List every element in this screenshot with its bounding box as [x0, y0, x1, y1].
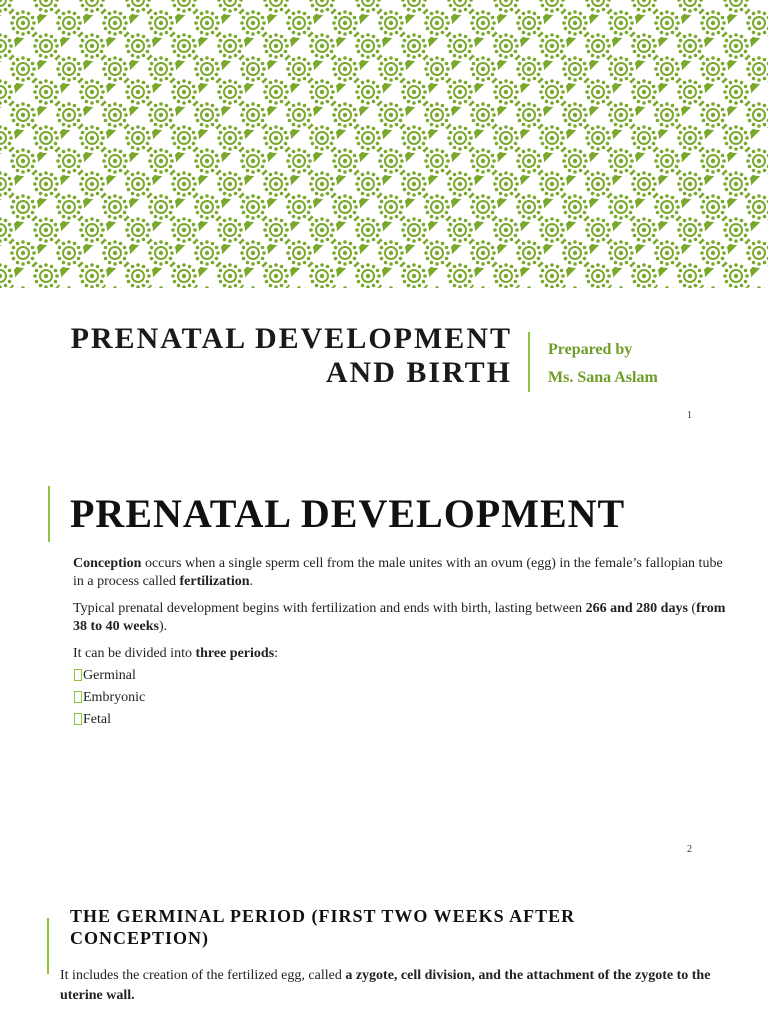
slide1-title	[40, 322, 512, 390]
prepared-by-label: Prepared by	[548, 341, 633, 358]
list-item-label: Fetal	[83, 712, 111, 727]
slide2-accent-bar	[48, 486, 50, 542]
germinal-text: It includes the creation of the fertilized egg, called	[60, 968, 346, 983]
conception-text-end: .	[249, 574, 253, 589]
page-number-1: 1	[687, 410, 692, 421]
periods-paragraph	[73, 645, 733, 663]
slide1-title-line2: AND BIRTH	[325, 356, 512, 389]
three-periods-term: three periods	[195, 646, 275, 661]
germinal-bold-text: a zygote, cell division, and the attachment of the zygote to the uterine wall.	[60, 968, 711, 1003]
duration-weeks: from 38 to 40 weeks	[73, 601, 726, 634]
page-number-2: 2	[687, 844, 692, 855]
germinal-paragraph	[60, 966, 740, 1006]
prepared-by-block	[548, 336, 658, 392]
green-circle-pattern-icon	[0, 0, 768, 288]
duration-text-end: ).	[158, 619, 168, 634]
conception-term: Conception	[73, 556, 142, 571]
slide1-divider	[528, 332, 530, 392]
list-item-germinal	[73, 667, 136, 684]
slide1-title-line1: PRENATAL DEVELOPMENT	[70, 322, 512, 355]
list-item-label: Embryonic	[83, 690, 146, 705]
duration-text: Typical prenatal development begins with fertilization and ends with birth, lasting between	[73, 601, 586, 616]
banner-pattern	[0, 0, 768, 288]
list-item-label: Germinal	[83, 668, 136, 683]
bullet-box-icon	[73, 689, 83, 703]
duration-text-mid: (	[687, 601, 697, 616]
slide3-accent-bar	[47, 918, 49, 974]
list-item-embryonic	[73, 689, 145, 706]
periods-text: It can be divided into	[73, 646, 196, 661]
fertilization-term: fertilization	[179, 574, 250, 589]
duration-days: 266 and 280 days	[585, 601, 688, 616]
bullet-box-icon	[73, 711, 83, 725]
conception-paragraph	[73, 555, 733, 591]
bullet-box-icon	[73, 667, 83, 681]
periods-text-end: :	[274, 646, 279, 661]
list-item-fetal	[73, 711, 111, 728]
duration-paragraph	[73, 600, 733, 636]
slide3-title: THE GERMINAL PERIOD (FIRST TWO WEEKS AFTER CONCEPTION)	[70, 906, 576, 948]
conception-text: occurs when a single sperm cell from the male unites with an ovum (egg) in the female’s fallopian tube in a process called	[73, 556, 723, 589]
author-name: Ms. Sana Aslam	[548, 369, 658, 386]
slide2-title: PRENATAL DEVELOPMENT	[70, 491, 626, 536]
